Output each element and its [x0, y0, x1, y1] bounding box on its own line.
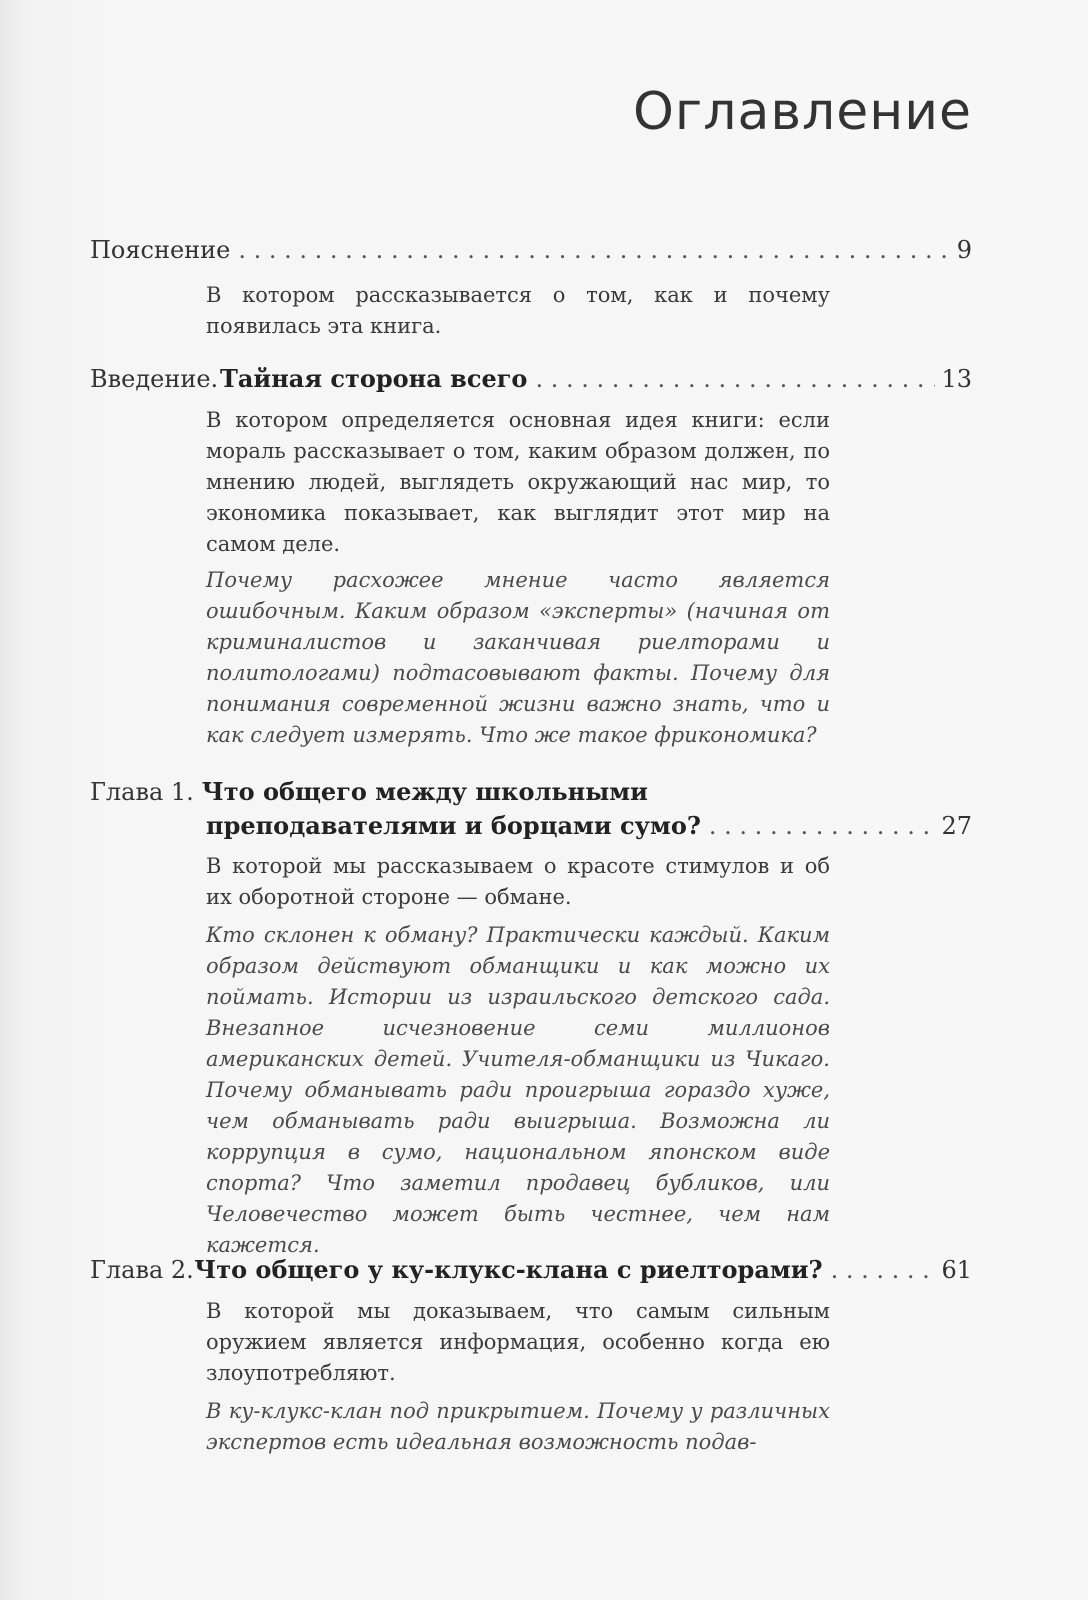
page-title: Оглавление — [632, 82, 972, 142]
page-number: 13 — [941, 365, 972, 393]
entry-title: Что общего между школьными — [201, 777, 648, 806]
page-number: 61 — [941, 1256, 972, 1284]
entry-summary: В котором определяется основная идея книги: если мораль рассказывает о том, каким образом должен, по мнению людей, выглядеть окружающий нас мир, то экономика показывает, как выглядит этот мир на самом деле. — [206, 408, 830, 556]
page-number: 9 — [956, 236, 972, 264]
entry-summary: В котором рассказывается о том, как и почему появилась эта книга. — [206, 283, 830, 338]
entry-details: Почему расхожее мнение часто является ошибочным. Каким образом «эксперты» (начиная от криминалистов и заканчивая риелторами и политологами) подтасовывают факты. Почему для понимания современной жизни важно знать, что и как следует измерять. Что же такое фрикономика? — [206, 568, 830, 747]
toc-entry-chapter-2 — [90, 1255, 972, 1284]
entry-title: Что общего у ку-клукс-клана с риелторами? — [194, 1255, 823, 1284]
entry-details: В ку-клукс-клан под прикрытием. Почему у различных экспертов есть идеальная возможность подав- — [206, 1399, 830, 1454]
dot-leader — [823, 1256, 936, 1284]
toc-entry-introduction — [90, 364, 972, 393]
entry-summary: В которой мы доказываем, что самым сильным оружием является информация, особенно когда ею злоупотребляют. — [206, 1299, 830, 1385]
entry-label: Глава 2. — [90, 1256, 194, 1284]
page-number: 27 — [941, 812, 972, 840]
dot-leader — [230, 236, 950, 264]
entry-summary: В которой мы рассказываем о красоте стимулов и об их оборотной стороне — обмане. — [206, 854, 830, 909]
toc-entry-chapter-1-line2 — [206, 811, 972, 840]
entry-title-continued: преподавателями и борцами сумо? — [206, 811, 701, 840]
entry-label: Пояснение — [90, 236, 231, 264]
toc-entry-chapter-1 — [90, 777, 972, 806]
dot-leader — [527, 365, 935, 393]
dot-leader — [701, 812, 936, 840]
entry-label: Введение. — [90, 365, 219, 393]
entry-details: Кто склонен к обману? Практически каждый. Каким образом действуют обманщики и как можно их поймать. Истории из израильского детского сада. Внезапное исчезновение семи миллионов американских детей. Учителя-обманщики из Чикаго. Почему обманывать ради проигрыша гораздо хуже, чем обманывать ради выигрыша. Возможна ли коррупция в сумо, национальном японском виде спорта? Что заметил продавец бубликов, или Человечество может быть честнее, чем нам кажется. — [206, 923, 830, 1257]
entry-label: Глава 1. — [90, 778, 194, 806]
toc-entry-preface — [90, 236, 972, 264]
entry-title: Тайная сторона всего — [219, 364, 528, 393]
